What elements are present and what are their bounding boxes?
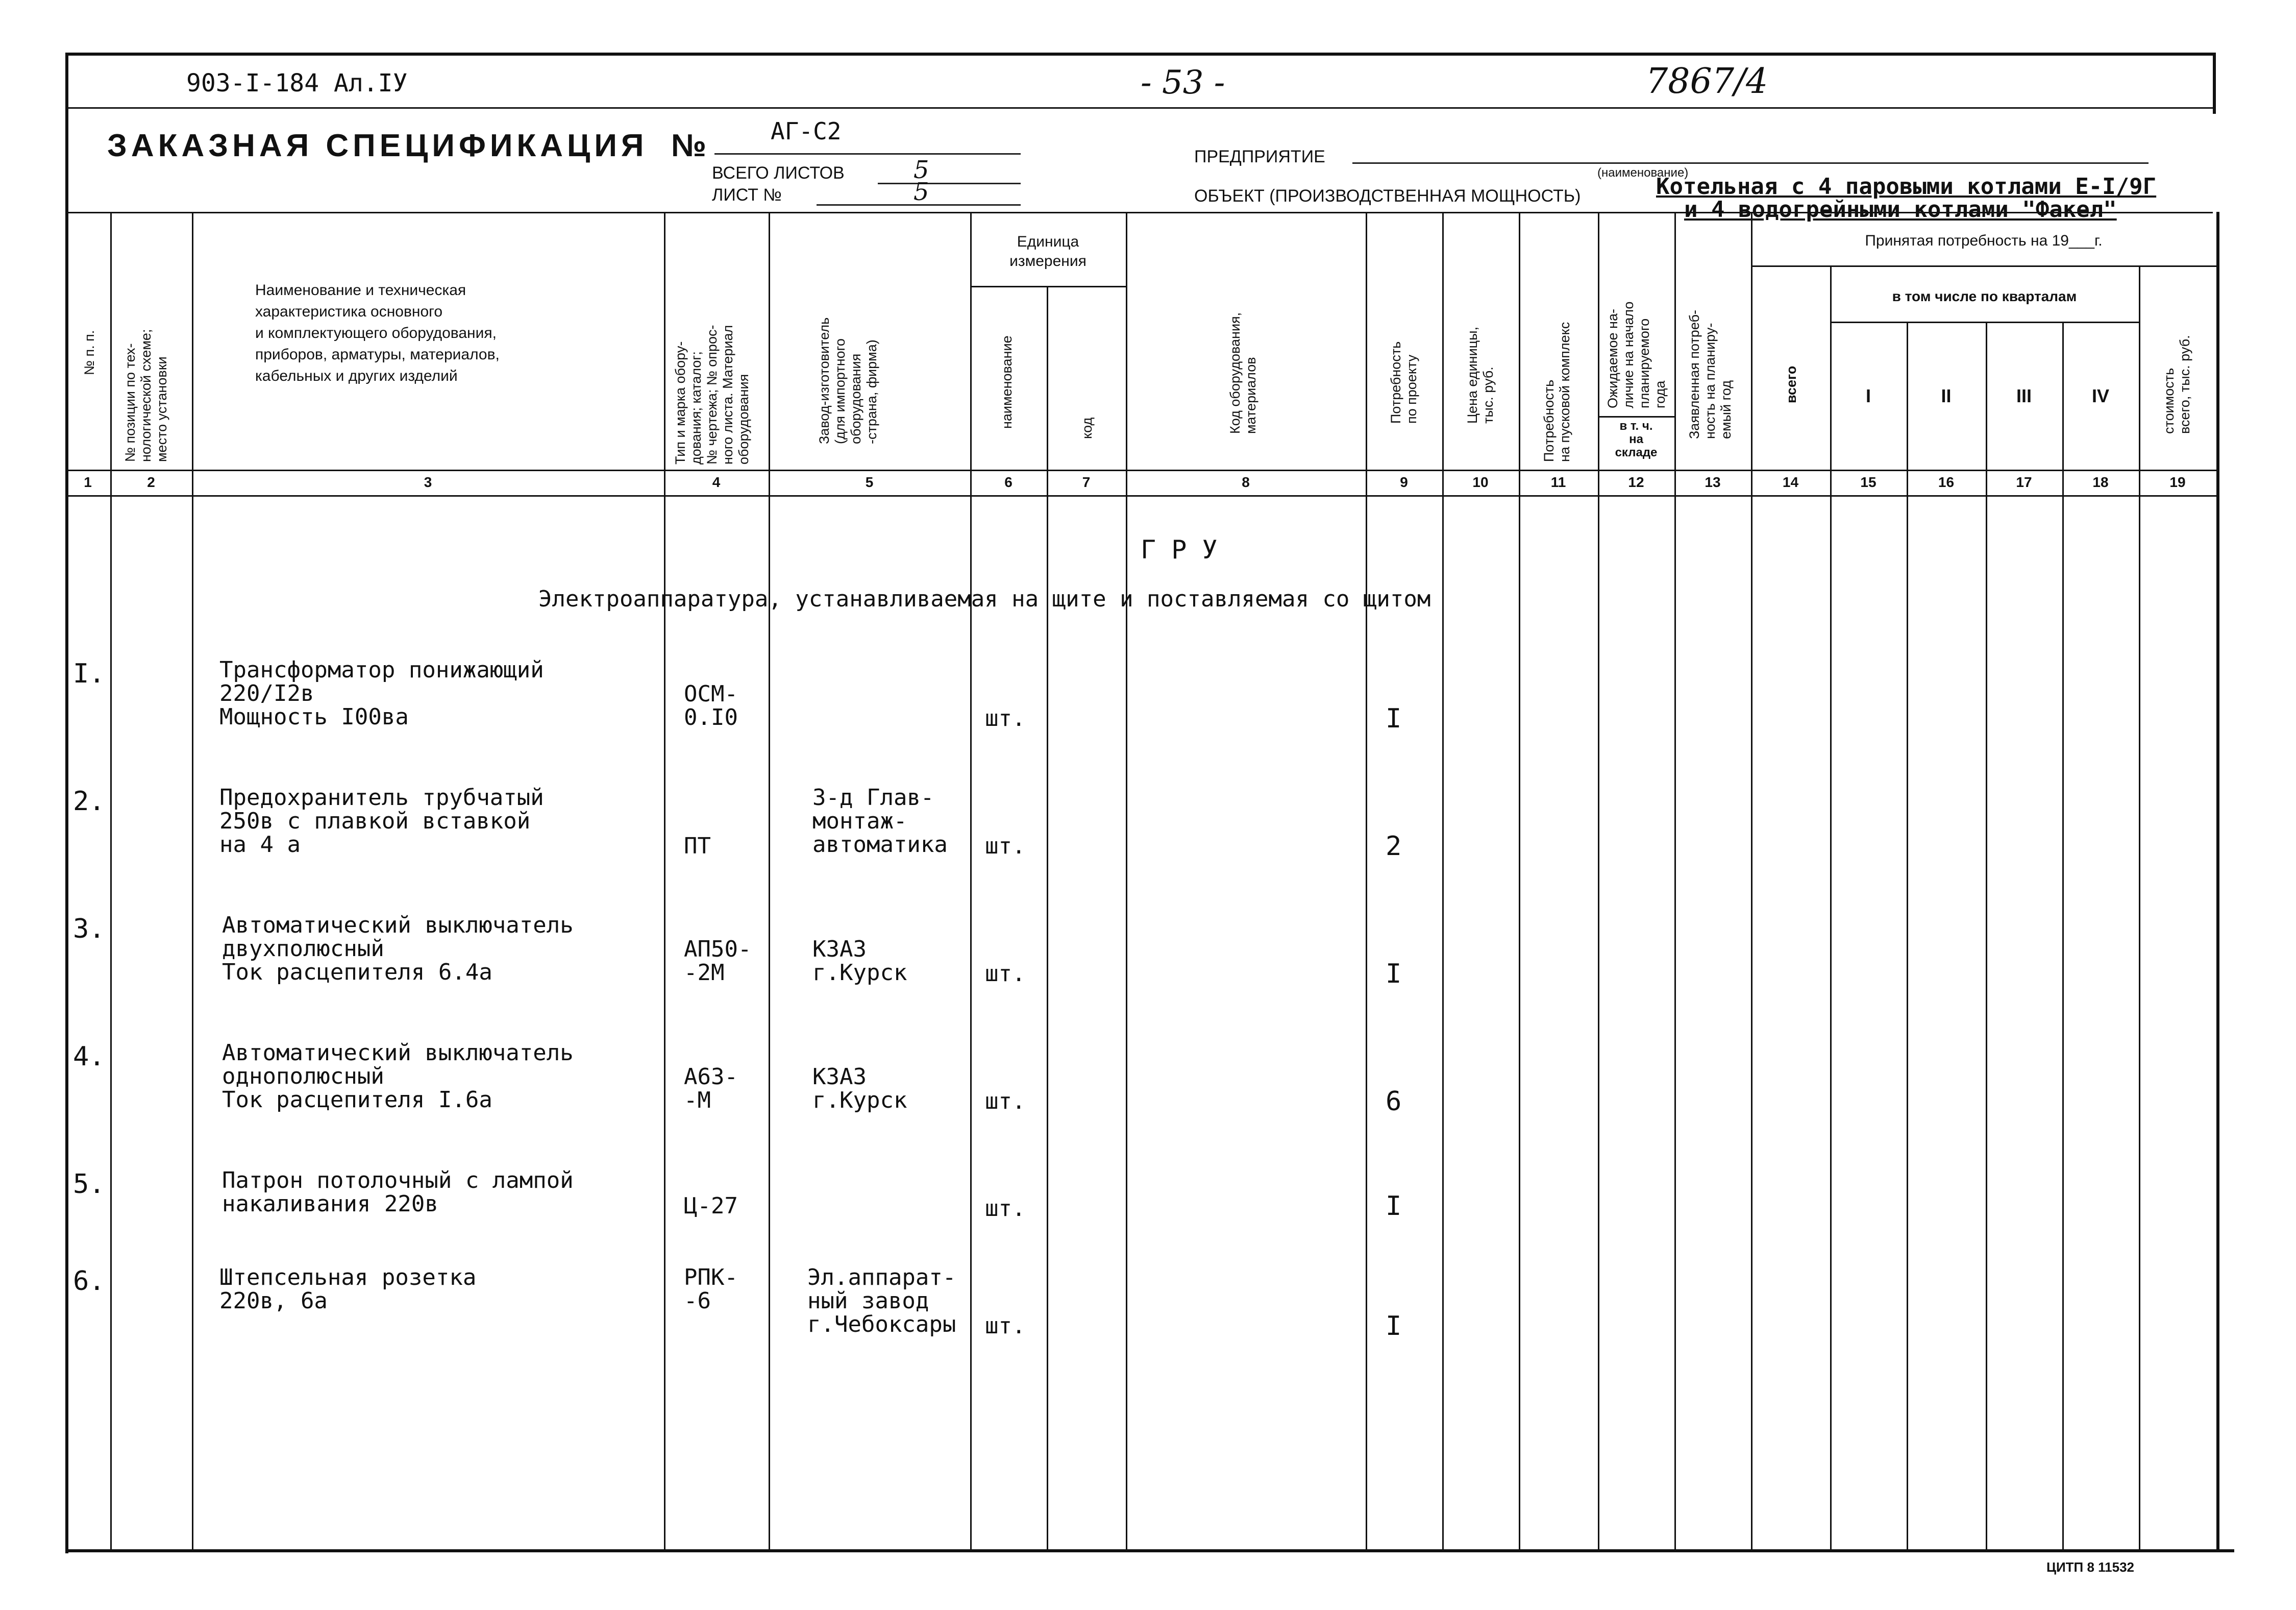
row-1-qty: I	[1386, 703, 1402, 734]
col8-header: Код оборудования, материалов	[1227, 312, 1258, 434]
row-3-qty: I	[1386, 959, 1402, 989]
col2-header: № позиции по тех- нологической схеме; место установки	[122, 329, 169, 462]
sheet-underline	[817, 204, 1021, 206]
row-2-name: Предохранитель трубчатый 250в с плавкой вставкой на 4 а	[219, 785, 544, 858]
colnum-4: 4	[712, 474, 721, 490]
row-1-number: I.	[73, 658, 105, 689]
row-3-name: Автоматический выключатель двухполюсный Ток расцепителя 6.4а	[222, 912, 574, 985]
colnum-12: 12	[1628, 474, 1644, 490]
col-line-13	[1751, 212, 1752, 1549]
section-subtitle: Электроаппаратура, устанавливаемая на щите и поставляемая со щитом	[538, 586, 1431, 612]
frame-right	[2216, 212, 2219, 1549]
col-line-5	[970, 212, 972, 1549]
row-1-unit: шт.	[985, 705, 1026, 731]
row-3-type: АП50- -2М	[684, 936, 752, 986]
row-2-number: 2.	[73, 786, 105, 817]
page-number: - 53 -	[1141, 64, 1225, 102]
col-line-10	[1519, 212, 1520, 1549]
row-1-type: ОСМ- 0.I0	[684, 681, 738, 730]
row-5-qty: I	[1386, 1191, 1402, 1222]
row-4-type: А63- -М	[684, 1064, 738, 1113]
row-5-unit: шт.	[985, 1196, 1026, 1222]
col-line-16	[1986, 322, 1987, 1549]
row-2-unit: шт.	[985, 833, 1026, 859]
col13-header: Заявленная потреб- ность на планиру- емый год	[1687, 310, 1734, 439]
object-value-line2: и 4 водогрейными котлами "Факел"	[1684, 197, 2117, 223]
row-5-number: 5.	[73, 1169, 105, 1200]
column-numbers-top-line	[65, 470, 2216, 471]
col10-header: Цена единицы, тыс. руб.	[1465, 326, 1496, 424]
colnum-16: 16	[1938, 474, 1955, 490]
colnum-11: 11	[1550, 474, 1566, 490]
spec-no-value: АГ-С2	[771, 117, 842, 145]
colnum-15: 15	[1860, 474, 1877, 490]
col-line-4	[769, 212, 770, 1549]
q1-header: I	[1865, 385, 1871, 406]
colnum-6: 6	[1004, 474, 1013, 490]
row-1-name: Трансформатор понижающий 220/I2в Мощность I00ва	[219, 657, 544, 730]
colnum-9: 9	[1400, 474, 1408, 490]
col-line-11	[1598, 212, 1599, 1549]
row-5-type: Ц-27	[684, 1193, 738, 1219]
frame-right-top	[2213, 53, 2216, 114]
col-line-18	[2139, 265, 2140, 1549]
colnum-5: 5	[865, 474, 874, 490]
colnum-19: 19	[2169, 474, 2186, 490]
section-title: Г Р У	[1141, 535, 1218, 565]
colnum-3: 3	[424, 474, 432, 490]
enterprise-underline	[1352, 162, 2149, 164]
col5-header: Завод-изготовитель (для импортного оборудования -страна, фирма)	[817, 317, 879, 444]
row-3-maker: КЗАЗ г.Курск	[812, 936, 907, 986]
row-4-number: 4.	[73, 1041, 105, 1072]
col12-header: Ожидаемое на- личие на начало планируемого года	[1605, 301, 1668, 408]
col-line-1	[110, 212, 112, 1549]
total-sheets-label: ВСЕГО ЛИСТОВ	[712, 163, 845, 183]
row-3-number: 3.	[73, 914, 105, 944]
row-4-name: Автоматический выключатель однополюсный Ток расцепителя I.6а	[222, 1040, 574, 1113]
col7-header: код	[1079, 417, 1095, 439]
colnum-7: 7	[1082, 474, 1091, 490]
row-6-number: 6.	[73, 1266, 105, 1297]
unit-group-line	[970, 286, 1126, 287]
row-2-maker: З-д Глав- монтаж- автоматика	[812, 785, 948, 858]
colnum-2: 2	[147, 474, 155, 490]
handwritten-ref: 7867/4	[1646, 61, 1768, 102]
spec-no-label: №	[671, 128, 707, 163]
spec-title: ЗАКАЗНАЯ СПЕЦИФИКАЦИЯ	[107, 128, 648, 163]
col-line-14	[1830, 265, 1832, 1549]
col4-header: Тип и марка обору- дования; каталог; № чертежа; № опрос- ного листа. Материал оборудования	[673, 325, 751, 465]
row-6-unit: шт.	[985, 1313, 1026, 1339]
colnum-8: 8	[1242, 474, 1250, 490]
col9-header: Потребность по проекту	[1388, 341, 1419, 424]
row-6-maker: Эл.аппарат- ный завод г.Чебоксары	[807, 1264, 956, 1337]
col1-header: № п. п.	[82, 330, 97, 375]
object-label: ОБЪЕКТ (ПРОИЗВОДСТВЕННАЯ МОЩНОСТЬ)	[1194, 186, 1581, 206]
colnum-1: 1	[84, 474, 92, 490]
row-6-qty: I	[1386, 1311, 1402, 1341]
col-line-8	[1366, 212, 1367, 1549]
col-line-12	[1674, 212, 1676, 1549]
col-line-15	[1907, 322, 1908, 1549]
q2-header: II	[1941, 385, 1952, 406]
quarters-header: в том числе по кварталам	[1892, 288, 2077, 304]
col12-sub-header: в т. ч. на складе	[1615, 419, 1658, 459]
col6-header: наименование	[999, 335, 1015, 429]
col-line-7	[1126, 212, 1127, 1549]
col3-header: Наименование и техническая характеристика основного и комплектующего оборудования, приборов, арматуры, материалов, кабельных и других изделий	[255, 282, 500, 384]
col-line-2	[192, 212, 193, 1549]
quarters-line	[1830, 322, 2139, 323]
doc-code: 903-I-184 Ал.IУ	[186, 69, 408, 97]
row-4-qty: 6	[1386, 1086, 1402, 1117]
colnum-18: 18	[2092, 474, 2109, 490]
sheet-label: ЛИСТ №	[712, 185, 782, 205]
colnum-10: 10	[1472, 474, 1489, 490]
object-value-line1: Котельная с 4 паровыми котлами Е-I/9Г	[1656, 174, 2157, 200]
q4-header: IV	[2091, 385, 2109, 406]
row-2-type: ПТ	[684, 833, 711, 859]
row-4-maker: КЗАЗ г.Курск	[812, 1064, 907, 1113]
footer-stamp: ЦИТП 8 11532	[2046, 1559, 2135, 1575]
colnum-14: 14	[1782, 474, 1799, 490]
sheet-value: 5	[914, 178, 929, 206]
colnum-13: 13	[1705, 474, 1721, 490]
col-line-3	[664, 212, 665, 1549]
total-sheets-underline	[878, 183, 1021, 184]
col14-header: всего	[1784, 365, 1799, 403]
accepted-line	[1751, 265, 2216, 267]
column-numbers-bottom-line	[65, 495, 2216, 497]
q3-header: III	[2016, 385, 2032, 406]
total-sheets-value: 5	[914, 156, 929, 184]
col-line-9	[1442, 212, 1444, 1549]
row-4-unit: шт.	[985, 1088, 1026, 1114]
colnum-17: 17	[2016, 474, 2032, 490]
unit-group-header: Единица измерения	[1009, 233, 1087, 270]
accepted-header: Принятая потребность на 19___г.	[1865, 232, 2103, 249]
frame-bottom	[65, 1549, 2234, 1552]
row-2-qty: 2	[1386, 831, 1402, 862]
frame-top	[65, 53, 2213, 56]
col11-header: Потребность на пусковой комплекс	[1541, 322, 1572, 462]
name-caption: (наименование)	[1597, 166, 1689, 180]
col19-header: стоимость всего, тыс. руб.	[2161, 335, 2192, 434]
col12-sub-line	[1598, 416, 1674, 418]
frame-left	[65, 53, 68, 1553]
row-5-name: Патрон потолочный с лампой накаливания 220в	[222, 1167, 574, 1217]
row-6-type: РПК- -6	[684, 1264, 738, 1314]
spec-no-underline	[714, 153, 1021, 155]
col-line-17	[2062, 322, 2064, 1549]
enterprise-label: ПРЕДПРИЯТИЕ	[1194, 147, 1325, 166]
header-divider	[65, 107, 2213, 109]
row-6-name: Штепсельная розетка 220в, 6а	[219, 1264, 477, 1314]
row-3-unit: шт.	[985, 961, 1026, 987]
